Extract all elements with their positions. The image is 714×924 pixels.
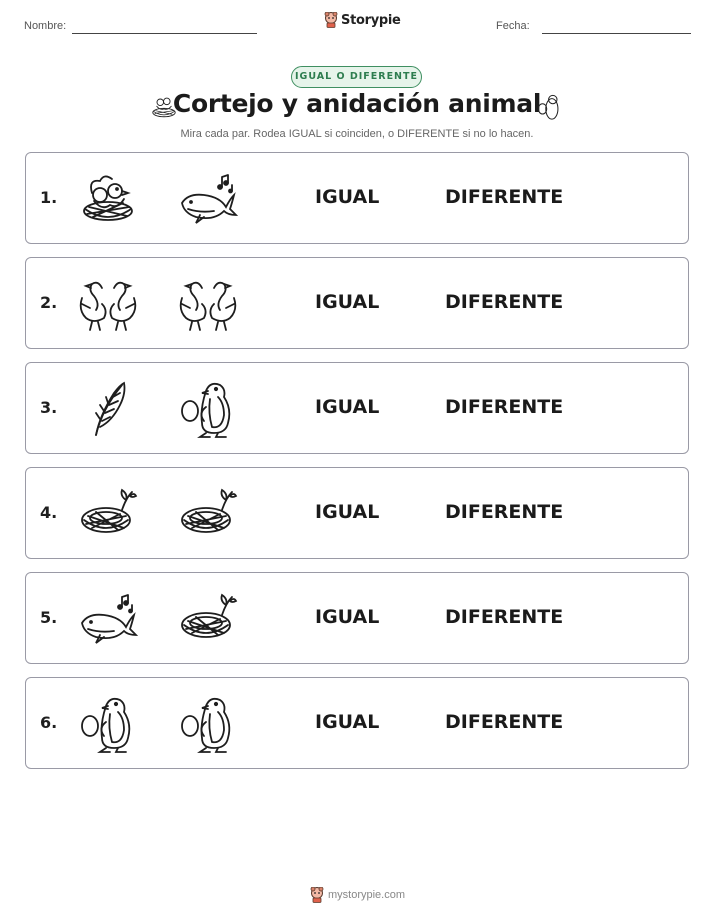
row-number: 3. bbox=[40, 398, 58, 417]
instructions: Mira cada par. Rodea IGUAL si coinciden, o DIFERENTE si no lo hacen. bbox=[180, 128, 534, 140]
nest-icon bbox=[178, 589, 238, 649]
row-number: 1. bbox=[40, 188, 58, 207]
option-igual[interactable]: IGUAL bbox=[315, 501, 380, 523]
option-diferente[interactable]: DIFERENTE bbox=[445, 711, 564, 733]
footer bbox=[310, 887, 405, 903]
penguin-egg-icon bbox=[178, 379, 238, 439]
exercise-row bbox=[25, 467, 689, 559]
swans-pair-icon bbox=[78, 274, 138, 334]
option-igual[interactable]: IGUAL bbox=[315, 396, 380, 418]
storypie-mascot-icon bbox=[324, 12, 338, 28]
option-diferente[interactable]: DIFERENTE bbox=[445, 291, 564, 313]
singing-whale-icon bbox=[178, 169, 238, 229]
storypie-mascot-icon bbox=[310, 887, 324, 903]
exercise-row bbox=[25, 362, 689, 454]
brand-logo bbox=[324, 12, 401, 28]
row-number: 4. bbox=[40, 503, 58, 522]
exercise-row bbox=[25, 572, 689, 664]
penguin-deco-icon bbox=[536, 92, 564, 126]
row-number: 5. bbox=[40, 608, 58, 627]
exercise-row bbox=[25, 677, 689, 769]
nest-icon bbox=[78, 484, 138, 544]
option-diferente[interactable]: DIFERENTE bbox=[445, 606, 564, 628]
penguin-egg-icon bbox=[178, 694, 238, 754]
name-field[interactable] bbox=[72, 33, 257, 34]
date-field[interactable] bbox=[542, 33, 691, 34]
page-title: Cortejo y anidación animal bbox=[172, 89, 542, 118]
option-diferente[interactable]: DIFERENTE bbox=[445, 501, 564, 523]
row-number: 6. bbox=[40, 713, 58, 732]
footer-url: mystorypie.com bbox=[328, 889, 406, 901]
option-diferente[interactable]: DIFERENTE bbox=[445, 186, 564, 208]
activity-badge: IGUAL O DIFERENTE bbox=[291, 66, 422, 88]
singing-whale-icon bbox=[78, 589, 138, 649]
swans-pair-icon bbox=[178, 274, 238, 334]
option-igual[interactable]: IGUAL bbox=[315, 186, 380, 208]
penguin-egg-icon bbox=[78, 694, 138, 754]
exercise-row bbox=[25, 152, 689, 244]
exercise-row bbox=[25, 257, 689, 349]
date-label: Fecha: bbox=[496, 20, 530, 32]
row-number: 2. bbox=[40, 293, 58, 312]
option-igual[interactable]: IGUAL bbox=[315, 291, 380, 313]
option-diferente[interactable]: DIFERENTE bbox=[445, 396, 564, 418]
nest-icon bbox=[178, 484, 238, 544]
brand-name: Storypie bbox=[341, 12, 401, 28]
name-label: Nombre: bbox=[24, 20, 67, 32]
option-igual[interactable]: IGUAL bbox=[315, 711, 380, 733]
feather-icon bbox=[78, 379, 138, 439]
birds-nest-icon bbox=[78, 169, 138, 229]
option-igual[interactable]: IGUAL bbox=[315, 606, 380, 628]
